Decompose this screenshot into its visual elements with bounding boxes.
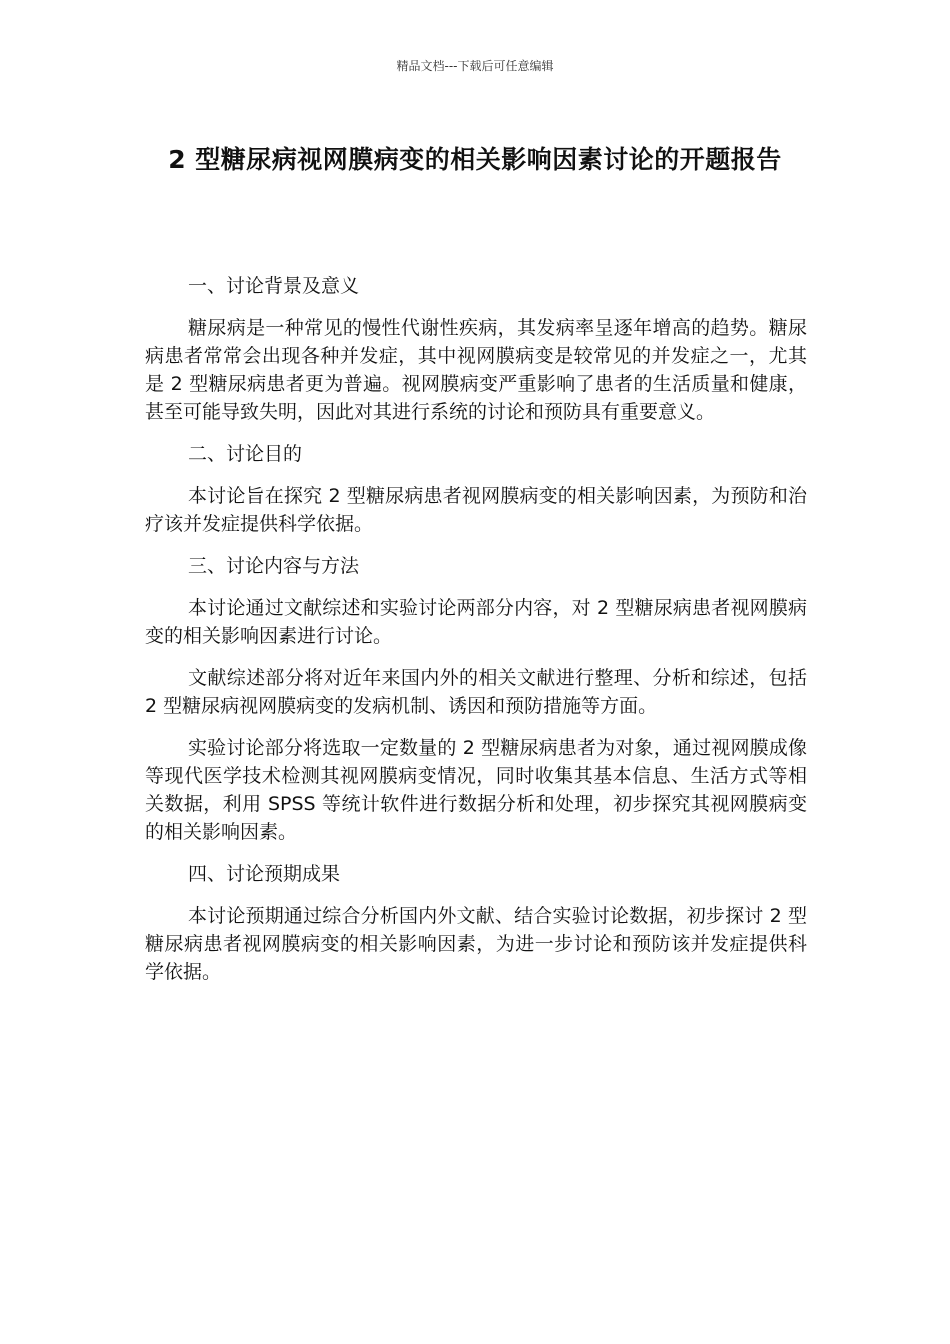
section-heading-methods: 三、讨论内容与方法 bbox=[188, 555, 360, 577]
section-heading-purpose: 二、讨论目的 bbox=[188, 443, 303, 465]
paragraph-experimental-study: 实验讨论部分将选取一定数量的 2 型糖尿病患者为对象，通过视网膜成像等现代医学技术检测其视网膜病变情况，同时收集其基本信息、生活方式等相关数据，利用 SPSS 等统计软件进行数据分析和处理，初步探究其视网膜病变的相关影响因素。 bbox=[145, 737, 807, 843]
paragraph-methods-overview: 本讨论通过文献综述和实验讨论两部分内容，对 2 型糖尿病患者视网膜病变的相关影响因素进行讨论。 bbox=[145, 597, 807, 647]
paragraph-expected-results: 本讨论预期通过综合分析国内外文献、结合实验讨论数据，初步探讨 2 型糖尿病患者视网膜病变的相关影响因素，为进一步讨论和预防该并发症提供科学依据。 bbox=[145, 905, 807, 983]
page-header: 精品文档---下载后可任意编辑 bbox=[396, 59, 554, 73]
document-body bbox=[145, 272, 807, 1000]
section-heading-expected-results: 四、讨论预期成果 bbox=[188, 863, 341, 885]
paragraph-purpose: 本讨论旨在探究 2 型糖尿病患者视网膜病变的相关影响因素，为预防和治疗该并发症提供科学依据。 bbox=[145, 485, 807, 535]
document-title: 2 型糖尿病视网膜病变的相关影响因素讨论的开题报告 bbox=[168, 145, 782, 174]
paragraph-literature-review: 文献综述部分将对近年来国内外的相关文献进行整理、分析和综述，包括 2 型糖尿病视网膜病变的发病机制、诱因和预防措施等方面。 bbox=[145, 667, 807, 717]
paragraph-background: 糖尿病是一种常见的慢性代谢性疾病，其发病率呈逐年增高的趋势。糖尿病患者常常会出现各种并发症，其中视网膜病变是较常见的并发症之一，尤其是 2 型糖尿病患者更为普遍。视网膜病变严重影响了患者的生活质量和健康，甚至可能导致失明，因此对其进行系统的讨论和预防具有重要意义。 bbox=[145, 317, 807, 423]
section-heading-background: 一、讨论背景及意义 bbox=[188, 275, 360, 297]
